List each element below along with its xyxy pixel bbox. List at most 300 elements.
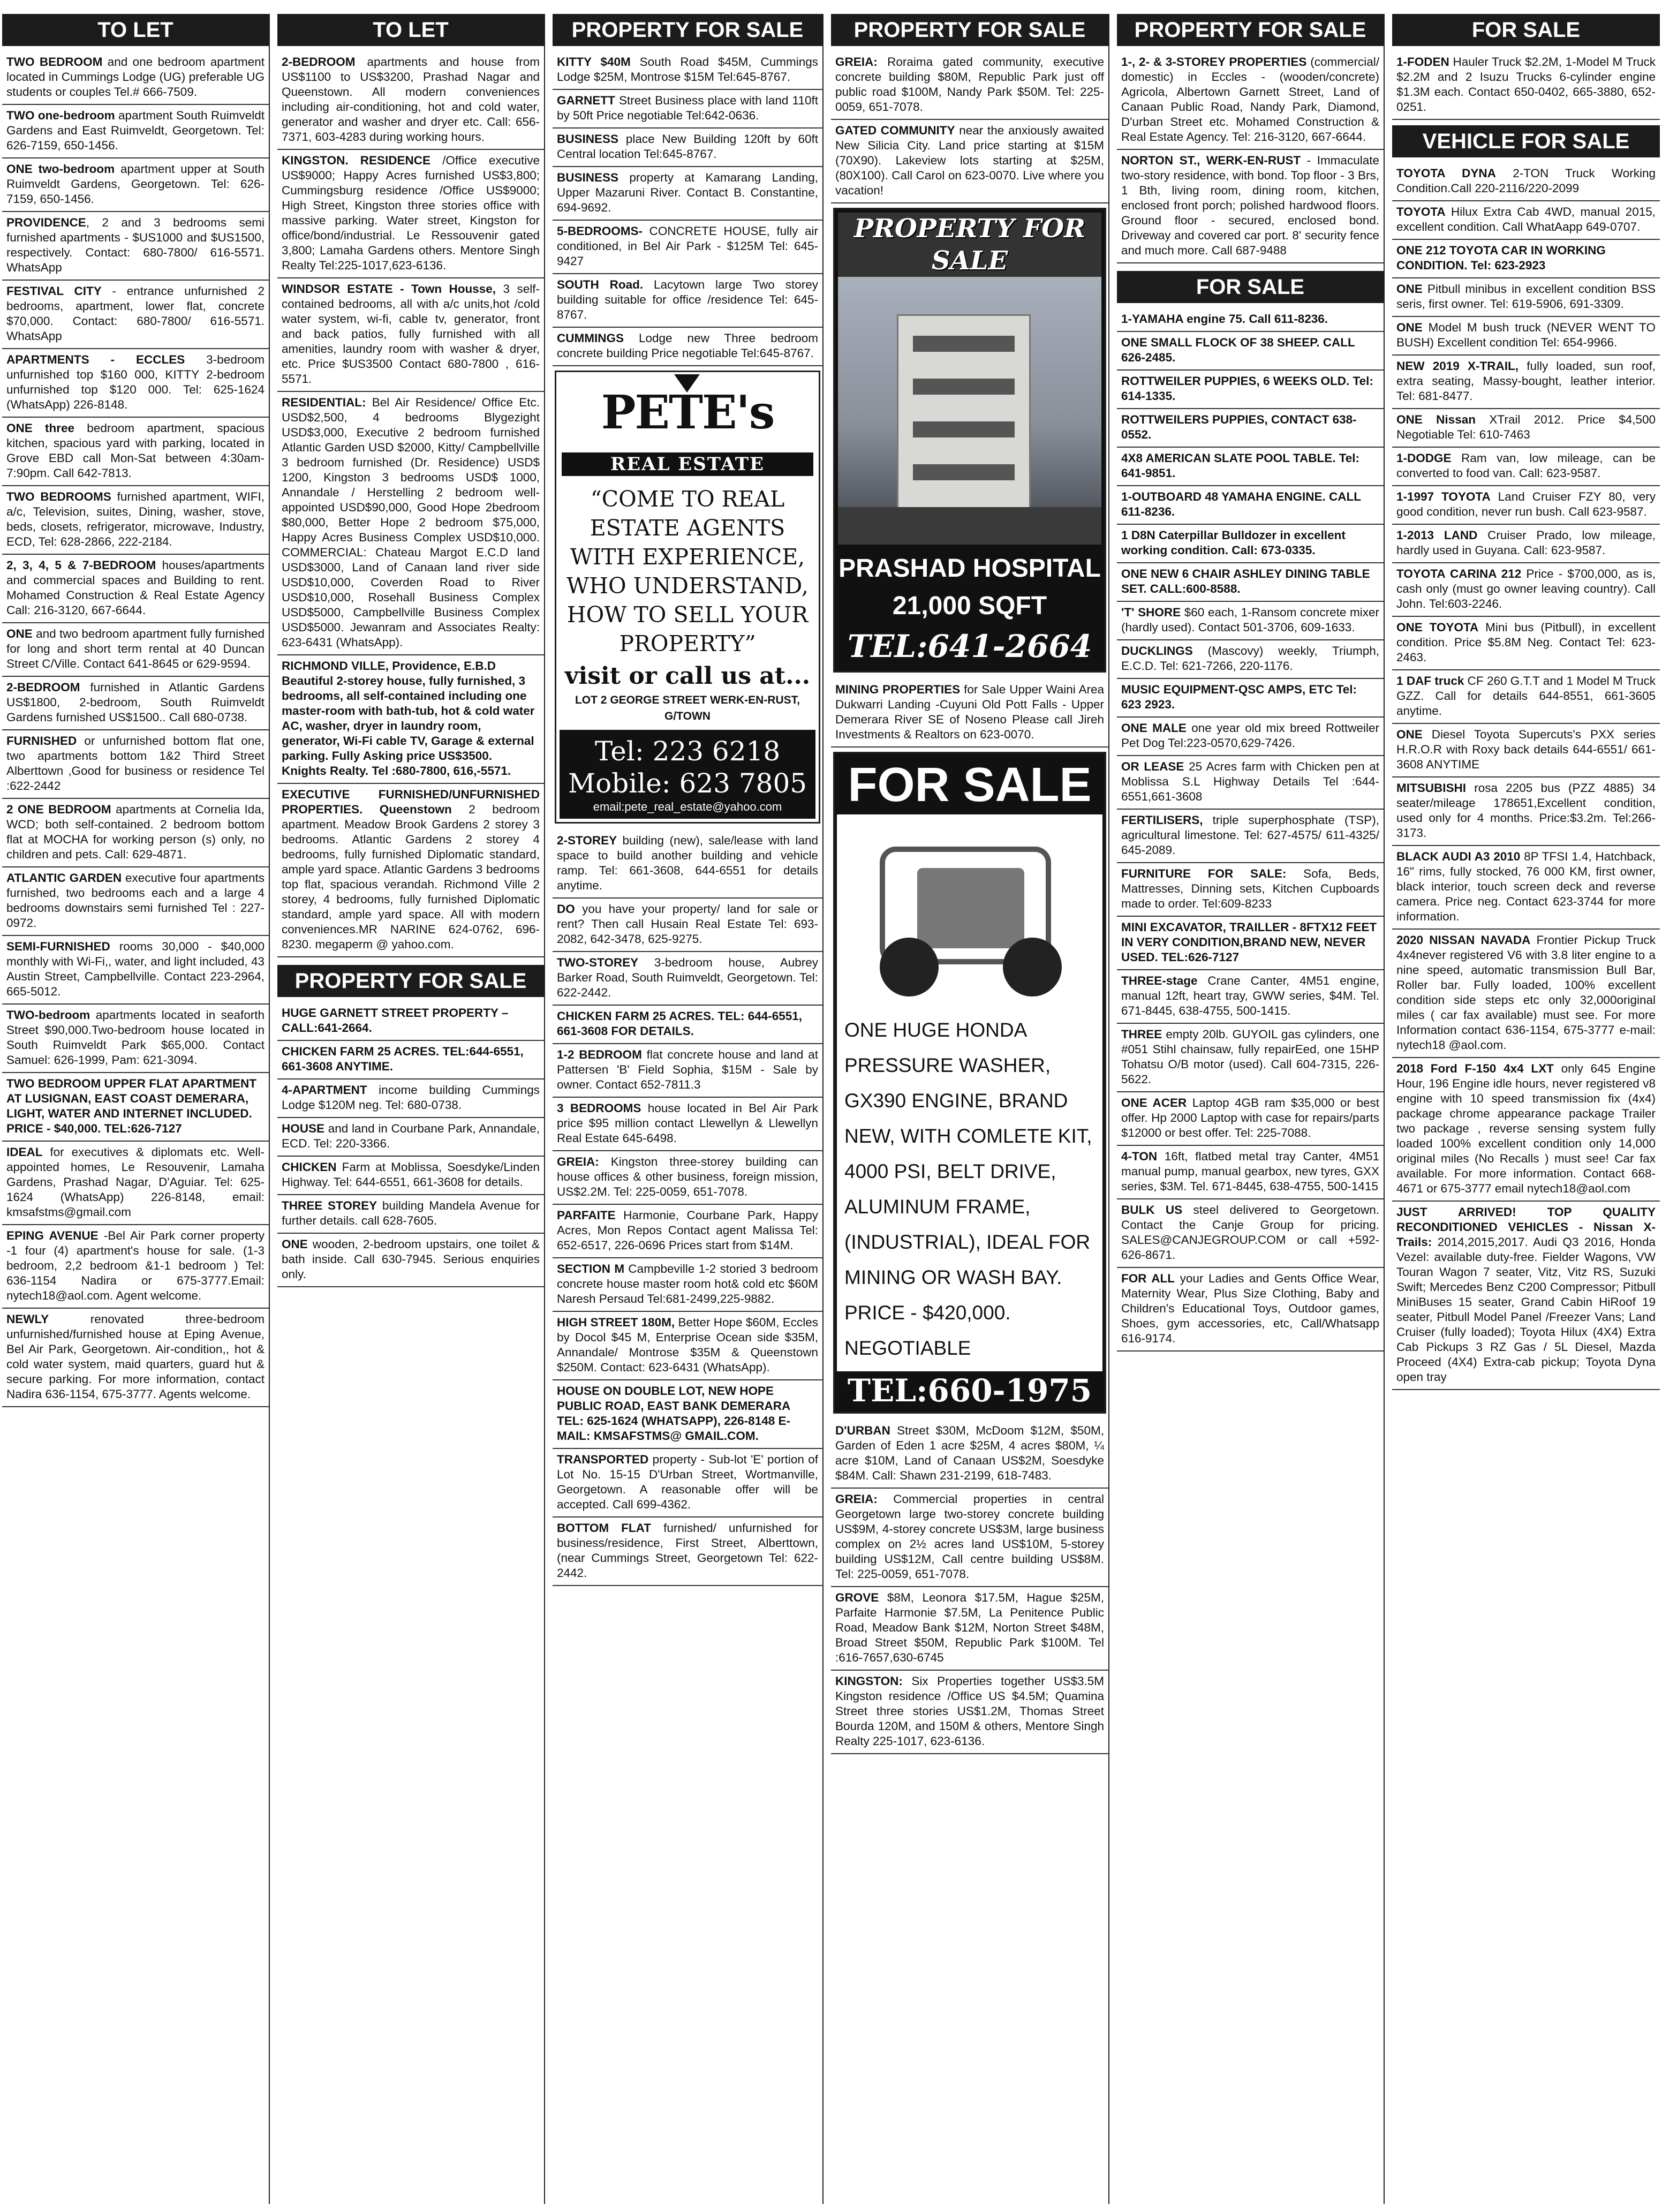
classified-ad xyxy=(1117,602,1384,640)
ad-list xyxy=(831,679,1108,748)
ad-headline: GATED COMMUNITY xyxy=(835,124,955,137)
classified-ad xyxy=(2,799,269,867)
classified-ad xyxy=(1117,1024,1384,1092)
ad-body: 2 bedroom apartment. Meadow Brook Gardens 2 storey 3 bedrooms. Atlantic Gardens 2 storey 4 bedrooms, fully furnished Diplomatic standard, ample yard space. Atlantic Gardens 3 bedrooms top flat, spacious verandah. Richmond Ville 2 storey, 4 bedrooms, fully furnished Diplomatic standard, ample yard space. All with modern conveniences.MR NARINE 624-0762, 696-8230. megaperm @ yahoo.com. xyxy=(282,803,540,951)
building-photo xyxy=(838,277,1101,545)
classified-ad xyxy=(2,555,269,623)
ad-body: Price - $700,000, as is, cash only (must go owner leaving country). Call John. Tel:603-2246. xyxy=(1396,567,1656,610)
ad-body: executive four apartments furnished, two bedrooms each and a large 4 bedrooms downstairs semi furnished Tel : 227-0972. xyxy=(6,871,265,930)
ad-headline: GREIA: xyxy=(835,1492,878,1506)
ad-headline: CUMMINGS xyxy=(557,331,624,345)
ad-body: fully loaded, sun roof, extra seating, Massy-bought, leather interior. Tel: 681-8477. xyxy=(1396,359,1656,403)
ad-headline: 1 DAF truck xyxy=(1396,674,1464,688)
ad-headline: PARFAITE xyxy=(557,1209,616,1222)
ad-headline: 1-YAMAHA engine 75. Call 611-8236. xyxy=(1121,312,1328,326)
ad-headline: NORTON ST., WERK-EN-RUST xyxy=(1121,154,1301,167)
ad-headline: ONE ACER xyxy=(1121,1096,1187,1109)
classified-ad xyxy=(277,1234,544,1287)
ad-headline: TOYOTA xyxy=(1396,205,1446,218)
classified-ad xyxy=(1117,917,1384,970)
ad-headline: HUGE GARNETT STREET PROPERTY – CALL:641-2664. xyxy=(282,1006,509,1035)
ad-headline: WINDSOR ESTATE - Town Housse, xyxy=(282,282,496,296)
ad-body: (Mascovy) weekly, Triumph, E.C.D. Tel: 621-7266, 220-1176. xyxy=(1121,644,1379,673)
classified-ad xyxy=(1117,863,1384,917)
ad-headline: 1-FODEN xyxy=(1396,55,1449,69)
ad-headline: FOR ALL xyxy=(1121,1272,1175,1285)
classified-ad xyxy=(277,1157,544,1195)
column-for-sale xyxy=(1392,14,1660,2204)
classified-ad xyxy=(1117,679,1384,718)
ad-headline: BOTTOM FLAT xyxy=(557,1521,651,1535)
classified-ad xyxy=(1117,525,1384,563)
ad-headline: THREE-stage xyxy=(1121,974,1198,987)
ad-headline: HOUSE xyxy=(282,1122,325,1135)
ad-headline: 2, 3, 4, 5 & 7-BEDROOM xyxy=(6,558,156,572)
washer-title: FOR SALE xyxy=(848,758,1092,812)
ad-body: 16ft, flatbed metal tray Canter, 4M51 manual pump, manual gearbox, new tyres, GXX series, $3M. Tel. 671-8445, 638-4755, 500-1415 xyxy=(1121,1150,1379,1193)
ad-body: $60 each, 1-Ransom concrete mixer (hardly used). Contact 501-3706, 609-1633. xyxy=(1121,606,1379,634)
classified-ad xyxy=(1392,1058,1660,1202)
classified-ad xyxy=(553,830,822,899)
pete-contact-block xyxy=(560,730,815,819)
ad-headline: MUSIC EQUIPMENT-QSC AMPS, ETC Tel: 623 2923. xyxy=(1121,683,1357,711)
classified-ad xyxy=(1392,51,1660,120)
ad-headline: RESIDENTIAL: xyxy=(282,396,366,409)
ad-body: 8P TFSI 1.4, Hatchback, 16" rims, fully stocked, 76 000 KM, first owner, black interior, touch screen deck and reverse camera. Price neg. Contact 623-3744 for more information. xyxy=(1396,850,1656,923)
ad-body: Campbeville 1-2 storied 3 bedroom concrete house master room hot& cold etc $60M Naresh Persaud Tel:681-2499,225-9882. xyxy=(557,1262,818,1305)
classified-ad xyxy=(1117,1146,1384,1199)
section-header: PROPERTY FOR SALE xyxy=(553,14,822,46)
building-windows xyxy=(913,336,1015,507)
ad-list xyxy=(553,830,822,1586)
ad-body: , 2 and 3 bedrooms semi furnished apartments - $US1000 and $US1500, respectively. Contact: 680-7800/ 616-5571. WhatsApp xyxy=(6,216,265,274)
classified-ad xyxy=(1392,317,1660,356)
ad-body: property at Kamarang Landing, Upper Mazaruni River. Contact B. Constantine, 694-9692. xyxy=(557,171,818,214)
ad-headline: ONE NEW 6 CHAIR ASHLEY DINING TABLE SET. CALL:600-8588. xyxy=(1121,567,1370,595)
classified-ad xyxy=(1392,409,1660,448)
ad-body: CONCRETE HOUSE, fully air conditioned, in Bel Air Park - $125M Tel: 645-9427 xyxy=(557,224,818,268)
ad-headline: FURNITURE FOR SALE: xyxy=(1121,867,1287,880)
classified-ad xyxy=(831,1671,1108,1754)
ad-body: Kingston three-storey building can house offices & other business, foreign mission, US$2.2M. Tel: 225-0059, 651-7078. xyxy=(557,1155,818,1198)
ad-body: and land in Courbane Park, Annandale, ECD. Tel: 220-3366. xyxy=(282,1122,540,1150)
ad-body: /Office executive US$9000; Happy Acres furnished US$3,800; Cummingsburg residence /Office US$9000; High Street, Kingston three stories office with massive parking. Water street, Kingston for office/bond/industrial. Le Ressouvenir gated 3,800; Lamaha Gardens others. Mentore Singh Realty Tel:225-1017,623-6136. xyxy=(282,154,540,272)
ad-body: Lodge new Three bedroom concrete building Price negotiable Tel:645-8767. xyxy=(557,331,818,360)
road xyxy=(838,507,1101,545)
ad-body: wooden, 2-bedroom upstairs, one toilet & bath inside. Call 630-7945. Serious enquiries only. xyxy=(282,1237,540,1281)
ad-headline: TWO BEDROOM UPPER FLAT APARTMENT AT LUSIGNAN, EAST COAST DEMERARA, LIGHT, WATER AND INTERNET INCLUDED. PRICE - $40,000. TEL:626-7127 xyxy=(6,1077,257,1135)
ad-headline: BLACK AUDI A3 2010 xyxy=(1396,850,1521,863)
ad-body: Six Properties together US$3.5M Kingston residence /Office US $4.5M; Quamina Street three stories US$1.2M, Thomas Street Bourda 120M, and 150M & others, Mentore Singh Realty 225-1017, 623-6136. xyxy=(835,1674,1104,1748)
ad-body: Cruiser Prado, low mileage, hardly used in Guyana. Call: 623-9587. xyxy=(1396,529,1656,557)
ad-headline: ROTTWEILERS PUPPIES, CONTACT 638-0552. xyxy=(1121,413,1357,441)
classified-ad xyxy=(553,129,822,167)
classified-ad xyxy=(553,1518,822,1586)
ad-headline: NEW 2019 X-TRAIL, xyxy=(1396,359,1519,373)
classified-ad xyxy=(2,1005,269,1073)
ad-body: Harmonie, Courbane Park, Happy Acres, Mon Repos Contact agent Malissa Tel: 652-6517, 226-0696 Prices start from $14M. xyxy=(557,1209,818,1252)
ad-headline: TWO one-bedroom xyxy=(6,109,115,122)
ad-headline: OR LEASE xyxy=(1121,760,1184,773)
ad-body: -Bel Air Park corner property -1 four (4) apartment's house for sale. (1-3 bedroom, 2,2 bedroom &1-1 bedroom ) Tel: 636-1154 Nadira or 675-3777.Email: nytech18@aol.com. Agent welcome. xyxy=(6,1229,265,1302)
ad-body: property - Sub-lot 'E' portion of Lot No. 15-15 D'Urban Street, Wortmanville, Georgetown. A reasonable offer will be accepted. Call 699-4362. xyxy=(557,1453,818,1511)
ad-headline: KINGSTON: xyxy=(835,1674,903,1688)
ad-body: - entrance unfurnished 2 bedrooms, apartment, lower flat, concrete $70,000. Contact: 680-7800/ 616-5571. WhatsApp xyxy=(6,284,265,343)
ad-headline: 1-OUTBOARD 48 YAMAHA ENGINE. CALL 611-8236. xyxy=(1121,490,1361,518)
column-property-sale-2 xyxy=(831,14,1109,2204)
section-header: PROPERTY FOR SALE xyxy=(1117,14,1384,46)
ad-headline: TWO-bedroom xyxy=(6,1008,90,1022)
ad-body: Farm at Moblissa, Soesdyke/Linden Highway. Tel: 644-6551, 661-3608 for details. xyxy=(282,1160,540,1189)
ad-headline: APARTMENTS - ECCLES xyxy=(6,353,185,366)
ad-body: near the anxiously awaited New Silicia City. Land price starting at $15M (70X90). Lakeview lots starting at $25M, (80X100). Call Carol on 623-0070. Live where you vacation! xyxy=(835,124,1105,197)
ad-headline: 2020 NISSAN NAVADA xyxy=(1396,933,1531,947)
ad-list xyxy=(2,51,269,1407)
ad-body: - Immaculate two-story residence, with bond. Top floor - 3 Brs, 1 Bth, living room, dining room, kitchen, enclosed front porch; polished hardwood floors. Ground floor - secured, enclosed bond. Driveway and covered car port. 8' security fence and much more. Call 687-9488 xyxy=(1121,154,1379,257)
ad-headline: ROTTWEILER PUPPIES, 6 WEEKS OLD. Tel: 614-1335. xyxy=(1121,374,1373,403)
ad-headline: EXECUTIVE FURNISHED/UNFURNISHED PROPERTIES. Queenstown xyxy=(282,788,540,816)
classified-ad xyxy=(1392,724,1660,777)
ad-body: Model M bush truck (NEVER WENT TO BUSH) Excellent condition Tel: 654-9966. xyxy=(1396,321,1656,349)
classified-ad xyxy=(831,1587,1108,1671)
ad-body: Frontier Pickup Truck 4x4never registered V6 with 3.8 liter engine to a nine speed, automatic transmission Bull Bar, Roller bar. Fully loaded, 100% excellent condition side steps etc only 32,000original miles ( car fax available) must see. For more Information contact 636-1154, 675-3777 e-mail: nytech18 @aol.com. xyxy=(1396,933,1656,1052)
classified-ad xyxy=(277,1195,544,1234)
ad-headline: 2-BEDROOM xyxy=(6,681,80,694)
washer-description: ONE HUGE HONDA PRESSURE WASHER, GX390 ENGINE, BRAND NEW, WITH COMLETE KIT, 4000 PSI, BELT DRIVE, ALUMINUM FRAME, (INDUSTRIAL), IDEAL FOR MINING OR WASH BAY. PRICE - $420,000. NEGOTIABLE xyxy=(837,1007,1102,1371)
classified-ad xyxy=(1392,240,1660,278)
section-header: PROPERTY FOR SALE xyxy=(277,965,544,997)
washer-engine xyxy=(917,868,1024,948)
pete-subtitle: REAL ESTATE xyxy=(562,452,813,476)
ad-headline: GREIA: xyxy=(835,55,878,69)
ad-headline: CHICKEN FARM 25 ACRES. TEL:644-6551, 661-3608 ANYTIME. xyxy=(282,1045,524,1073)
classified-ad xyxy=(2,1225,269,1309)
ad-headline: MINING PROPERTIES xyxy=(835,683,961,696)
classified-ad xyxy=(1117,1199,1384,1268)
ad-list xyxy=(831,1420,1108,1754)
ad-body: apartment South Ruimveldt Gardens and East Ruimveldt, Georgetown. Tel: 626-7159, 650-1456. xyxy=(6,109,265,152)
classified-ad xyxy=(277,1079,544,1118)
ad-headline: SECTION M xyxy=(557,1262,625,1275)
classified-ad xyxy=(2,212,269,281)
ad-body: renovated three-bedroom unfurnished/furnished house at Eping Avenue, Bel Air Park, Georgetown. Air-condition,, hot & cold water system, maid quarters, guard hut & secure parking. For more information, contact Nadira 636-1154, 675-3777. Agents welcome. xyxy=(6,1312,265,1401)
ad-body: Diesel Toyota Supercuts's PXX series H.R.O.R with Roxy back details 644-6551/ 661-3608 ANYTIME xyxy=(1396,728,1656,771)
ad-body: apartment upper at South Ruimveldt Gardens, Georgetown. Tel: 626-7159, 650-1456. xyxy=(6,162,265,206)
ad-body: furnished apartment, WIFI, a/c, Television, suites, Dining, washer, stove, beds, closets, refrigerator, microwave, Industry, ECD, Tel: 628-2866, 222-2184. xyxy=(6,490,265,548)
ad-headline: 2 ONE BEDROOM xyxy=(6,803,111,816)
ad-body: South Road $45M, Cummings Lodge $25M, Montrose $15M Tel:645-8767. xyxy=(557,55,819,84)
classified-ad xyxy=(1117,409,1384,448)
section-header: VEHICLE FOR SALE xyxy=(1392,125,1660,157)
classified-ad xyxy=(277,655,544,784)
classified-ad xyxy=(1117,51,1384,150)
ad-body: place New Building 120ft by 60ft Central location Tel:645-8767. xyxy=(557,132,818,161)
classified-ad xyxy=(2,1309,269,1407)
ad-body: triple superphosphate (TSP), agricultural limestone. Tel: 627-4575/ 611-4325/ 645-2089. xyxy=(1121,813,1379,857)
classified-ad xyxy=(831,1489,1108,1587)
classified-ad xyxy=(1117,448,1384,486)
classified-ad xyxy=(277,278,544,392)
classified-ad xyxy=(1117,640,1384,679)
ad-body: for Sale Upper Waini Area Dukwarri Landing -Cuyuni Old Pott Falls - Upper Demerara River SE of Noseno Please call Jireh Investments & Realtors on 623-0070. xyxy=(835,683,1104,741)
classified-ad xyxy=(831,1420,1108,1489)
ad-body: one year old mix breed Rottweiler Pet Dog Tel:223-0570,629-7426. xyxy=(1121,721,1379,750)
pete-email: email:pete_real_estate@yahoo.com xyxy=(593,800,782,813)
ad-body: Mini bus (Pitbull), in excellent condition. Price $5.8M Neg. Contact Tel: 623-2463. xyxy=(1396,621,1656,664)
classified-ad xyxy=(277,784,544,957)
ad-body: 2014,2015,2017. Audi Q3 2016, Honda Vezel: available duty-free. Fielder Wagons, VW Touran Wagon 7 seater, Vitz, Vitz RS, Suzuki Swift; Mercedes Benz C200 Compressor; Pitbull MiniBuses 15 seater, Grand Cabin HiRoof 19 seater, Pitbull Model Panel /Freezer Vans; Land Cruiser (fully loaded); Toyota Hilux (4X4) Extra Cab Pickups 3 RZ Gas / 5L Diesel, Mazda Proceed (4X4) Extra-cab pickup; Toyota Dyna open tray xyxy=(1396,1235,1656,1384)
ad-headline: KINGSTON. RESIDENCE xyxy=(282,154,431,167)
pete-real-estate-ad xyxy=(555,371,820,824)
ad-body: apartments located in seaforth Street $90,000.Two-bedroom house located in South Ruimveldt Park $65,000. Contact Samuel: 626-1999, Pam: 621-3094. xyxy=(6,1008,265,1067)
ad-body: Pitbull minibus in excellent condition BSS seris, first owner. Tel: 619-5906, 691-3309. xyxy=(1396,282,1656,311)
classified-ad xyxy=(1117,810,1384,863)
classified-ad xyxy=(1117,150,1384,263)
ad-headline: 2018 Ford F-150 4x4 LXT xyxy=(1396,1062,1554,1075)
ad-body: Better Hope $60M, Eccles by Docol $45 M, Enterprise Ocean side $35M, Annandale/ Montrose $35M & Queenstown $250M. Contact: 623-6431 (WhatsApp). xyxy=(557,1316,818,1374)
ad-headline: 4-TON xyxy=(1121,1150,1158,1163)
classified-ad xyxy=(1392,356,1660,409)
pete-mobile: Mobile: 623 7805 xyxy=(568,768,807,799)
ad-headline: NEWLY xyxy=(6,1312,49,1326)
ad-headline: THREE xyxy=(1121,1028,1162,1041)
ad-headline: ONE xyxy=(6,627,33,640)
classified-ad xyxy=(1392,525,1660,563)
ad-headline: 1 D8N Caterpillar Bulldozer in excellent working condition. Call: 673-0335. xyxy=(1121,529,1346,557)
classified-ad xyxy=(2,623,269,677)
ad-body: 3 self- contained bedrooms, all with a/c units,hot /cold water system, wi-fi, cable tv, generator, front and back patios, fully furnished with all amenities, laundry room with washer & dryer, etc. Price $US3500 Contact 680-7800 , 616-5571. xyxy=(282,282,540,386)
ad-body: 3-bedroom house, Aubrey Barker Road, South Ruimveldt, Georgetown. Tel: 622-2442. xyxy=(557,956,818,999)
classified-ad xyxy=(1392,670,1660,724)
pete-logo-area xyxy=(556,372,819,452)
ad-body: Land Cruiser FZY 80, very good condition, never run bush. Call 623-9587. xyxy=(1396,490,1656,518)
classified-ad xyxy=(277,150,544,278)
ad-body: CF 260 G.T.T and 1 Model M Truck GZZ. Call for details 644-8551, 661-3605 anytime. xyxy=(1396,674,1656,718)
classified-ad xyxy=(277,1041,544,1079)
wheel-icon xyxy=(880,938,939,996)
classified-ad xyxy=(553,899,822,952)
classified-ad xyxy=(553,90,822,129)
ad-headline: DO xyxy=(557,902,575,916)
classified-ad xyxy=(1392,777,1660,846)
ad-body: Sofa, Beds, Mattresses, Dinning sets, Kitchen Cupboards made to order. Tel:609-8233 xyxy=(1121,867,1379,910)
column-property-sale-3 xyxy=(1117,14,1385,2204)
section-header: TO LET xyxy=(277,14,544,46)
classified-ad xyxy=(553,1258,822,1312)
classified-ad xyxy=(277,51,544,150)
classified-ad xyxy=(1392,163,1660,201)
classified-ad xyxy=(831,679,1108,748)
classified-ad xyxy=(831,51,1108,120)
ad-body: 2-TON Truck Working Condition.Call 220-2116/220-2099 xyxy=(1396,167,1656,195)
ad-body: (commercial/ domestic) in Eccles - (wooden/concrete) Agricola, Albertown Garnett Street, Land of Canaan Public Road, Nandy Park, Diamond, D'urban Street etc. Mohamed Construction & Real Estate Agency. Tel: 216-3120, 667-6644. xyxy=(1121,55,1379,144)
classified-ad xyxy=(1392,563,1660,617)
ad-body: empty 20lb. GUYOIL gas cylinders, one #051 Stihl chainsaw, fully repairEed, one 15HP Tohatsu O/B motor (used). Call 604-7315, 226-5622. xyxy=(1121,1028,1379,1086)
ad-body: rooms 30,000 - $40,000 monthly with Wi-Fi,, water, and light included, 43 Austin Street, Campbellville. Contact 223-2964, 665-5012. xyxy=(6,940,265,998)
classified-ad xyxy=(2,867,269,936)
ad-list xyxy=(553,51,822,366)
ad-headline: 2-BEDROOM xyxy=(282,55,356,69)
wheel-icon xyxy=(1003,938,1062,996)
classified-ad xyxy=(553,952,822,1006)
ad-body: building (new), sale/lease with land space to build another building and vehicle ramp. Tel: 661-3608, 644-6551 for details anytime. xyxy=(557,834,818,892)
ad-headline: SEMI-FURNISHED xyxy=(6,940,110,953)
ad-headline: 3 BEDROOMS xyxy=(557,1101,641,1115)
ad-headline: SOUTH Road. xyxy=(557,278,644,291)
ad-list xyxy=(277,1002,544,1287)
classified-ad xyxy=(1392,1202,1660,1390)
ad-headline: JUST ARRIVED! TOP QUALITY RECONDITIONED VEHICLES - Nissan X-Trails: xyxy=(1396,1205,1656,1249)
section-header: FOR SALE xyxy=(1392,14,1660,46)
ad-headline: BUSINESS xyxy=(557,171,619,184)
ad-body: Bel Air Residence/ Office Etc. USD$2,500, 4 bedrooms Blygezight USD$3,000, Executive 2 bedroom furnished Atlantic Garden USD $2000, Kitty/ Campbellville 3 bedroom furnished (Dr. Residence) USD$ 1200, Kingston 3 bedrooms USD$ 1000, Annandale / Herstelling 2 bedroom well- appointed USD$90,000, Good Hope 2bedroom $80,000, Better Hope 2 bedroom $75,000, Happy Acres Business Complex USD$10,000. COMMERCIAL: Chateau Margot E.C.D land USD$3000, Land of Canaan land river side USD$10,000, Coverden Road to River USD$10,000, Rosehall Business Complex USD$5000, Campbellville Business Complex USD$5000. Jewanram and Associates Realty: 623-6431 (WhatsApp). xyxy=(282,396,540,649)
classified-ad xyxy=(2,349,269,418)
ad-body: or unfurnished bottom flat one, two apartments bottom 1&2 Third Street Alberttown ,Good for business or residence Tel :622-2442 xyxy=(6,734,265,792)
column-property-sale-1 xyxy=(553,14,824,2204)
ad-headline: TOYOTA CARINA 212 xyxy=(1396,567,1522,580)
ad-headline: CHICKEN FARM 25 ACRES. TEL: 644-6551, 661-3608 FOR DETAILS. xyxy=(557,1009,803,1038)
ad-headline: FERTILISERS, xyxy=(1121,813,1203,827)
ad-headline: RICHMOND VILLE, Providence, E.B.D Beautiful 2-storey house, fully furnished, 3 bedrooms, all self-contained including one master-room with bath-tub, hot & cold water AC, washer, dryer in laundry room, generator, Wi-Fi cable TV, Garage & external parking. Fully Asking price US$3500. Knights Realty. Tel :680-7800, 616,-5571. xyxy=(282,659,535,777)
ad-headline: FESTIVAL CITY xyxy=(6,284,102,298)
ad-body: and one bedroom apartment located in Cummings Lodge (UG) preferable UG students or couples Tel.# 666-7509. xyxy=(6,55,265,99)
classified-ad xyxy=(277,1118,544,1157)
classified-ad xyxy=(553,1151,822,1205)
ad-list xyxy=(1117,51,1384,263)
ad-headline: GARNETT xyxy=(557,94,615,107)
ad-headline: 1-2 BEDROOM xyxy=(557,1048,642,1061)
ad-list xyxy=(277,51,544,957)
ad-body: 3-bedroom unfurnished top $160 000, KITTY 2-bedroom unfurnished top $120 000. Tel: 625-1624 (WhatsApp) 226-8148. xyxy=(6,353,265,411)
classified-ad xyxy=(1392,278,1660,317)
ad-body: houses/apartments and commercial spaces and Building to rent. Mohamed Construction & Real Estate Agency Call: 216-3120, 667-6644. xyxy=(6,558,265,617)
ad-headline: 1-1997 TOYOTA xyxy=(1396,490,1491,503)
classified-ad xyxy=(1117,1268,1384,1352)
ad-headline: PROVIDENCE xyxy=(6,216,86,229)
ad-headline: THREE STOREY xyxy=(282,1199,377,1212)
washer-tel: TEL:660-1975 xyxy=(847,1372,1092,1409)
ad-headline: ONE MALE xyxy=(1121,721,1187,735)
ad-headline: CHICKEN xyxy=(282,1160,337,1174)
ad-headline: 1-2013 LAND xyxy=(1396,529,1478,542)
ad-headline: MITSUBISHI xyxy=(1396,781,1467,795)
ad-headline: ONE 212 TOYOTA CAR IN WORKING CONDITION. Tel: 623-2923 xyxy=(1396,244,1606,272)
classified-ad xyxy=(553,221,822,274)
ad-body: Roraima gated community, executive concrete building $80M, Republic Park just off public road $100M, Nandy Park $50M. Tel: 225-0059, 651-7078. xyxy=(835,55,1104,114)
classified-ad xyxy=(1117,970,1384,1024)
ad-body: Commercial properties in central Georgetown large two-storey concrete building US$9M, 4-storey concrete US$3M, large business complex on 2½ acres land US$10M, 5-storey building US$12M, Call centre building US$8M. Tel: 225-0059, 651-7078. xyxy=(835,1492,1104,1581)
classified-ad xyxy=(1392,617,1660,670)
ad-body: Ram van, low mileage, can be converted to food van. Call: 623-9587. xyxy=(1396,451,1656,480)
ad-headline: TWO BEDROOMS xyxy=(6,490,111,503)
pete-slogan: “COME TO REAL ESTATE AGENTS WITH EXPERIENCE, WHO UNDERSTAND, HOW TO SELL YOUR PROPERTY” xyxy=(566,486,809,656)
ad-body: steel delivered to Georgetown. Contact the Canje Group for pricing. SALES@CANJEGROUP.COM or call +592-626-8671. xyxy=(1121,1203,1380,1262)
prashad-name: PRASHAD HOSPITAL xyxy=(838,554,1101,583)
ad-headline: 2-STOREY xyxy=(557,834,617,847)
ad-body: apartments and house from US$1100 to US$3200, Prashad Nagar and Queenstown. All modern conveniences including air-conditioning, hot and cold water, generator and washer and dryer etc. Call: 656-7371, 603-4283 during working hours. xyxy=(282,55,540,144)
ad-headline: ATLANTIC GARDEN xyxy=(6,871,122,885)
classified-ad xyxy=(553,1205,822,1258)
pete-tel: Tel: 223 6218 xyxy=(594,736,781,767)
classified-ad xyxy=(553,1312,822,1380)
column-to-let-1 xyxy=(2,14,270,2204)
classified-ad xyxy=(553,51,822,90)
ad-body: furnished/ unfurnished for business/residence, First Street, Alberttown, (near Cummings Street, Georgetown Tel: 622-2442. xyxy=(557,1521,818,1580)
ad-headline: ONE TOYOTA xyxy=(1396,621,1479,634)
ad-headline: 5-BEDROOMS- xyxy=(557,224,643,238)
ad-headline: D'URBAN xyxy=(835,1424,890,1437)
ad-body: Street Business place with land 110ft by 50ft Price negotiable Tel:642-0636. xyxy=(557,94,818,122)
ad-headline: 1-DODGE xyxy=(1396,451,1452,465)
ad-headline: BUSINESS xyxy=(557,132,619,146)
ad-headline: KITTY $40M xyxy=(557,55,631,69)
ad-body: Crane Canter, 4M51 engine, manual 12ft, heart tray, GWW series, $4M. Tel. 671-8445, 638-4755, 500-1415. xyxy=(1121,974,1379,1017)
classified-ad xyxy=(2,486,269,555)
ad-body: you have your property/ land for sale or rent? Then call Husain Real Estate Tel: 693-2082, 642-3478, 625-9275. xyxy=(557,902,818,946)
classified-ad xyxy=(553,167,822,221)
classified-ad xyxy=(1117,756,1384,810)
classified-ad xyxy=(1392,846,1660,930)
ad-body: apartments at Cornelia Ida, WCD; both self-contained. 2 bedroom bottom flat at MOCHA for working person (s) only, no children and pets. Call: 629-4871. xyxy=(6,803,265,861)
ad-body: house located in Bel Air Park price $95 million contact Llewellyn & Llewellyn Real Estate 645-6498. xyxy=(557,1101,818,1145)
prashad-banner: PROPERTY FOR SALE xyxy=(838,213,1101,277)
ad-headline: ONE xyxy=(282,1237,308,1251)
ad-headline: 'T' SHORE xyxy=(1121,606,1181,619)
classified-ad xyxy=(1392,448,1660,486)
ad-body: Lacytown large Two storey building suitable for office /residence Tel: 645-8767. xyxy=(557,278,818,321)
classified-ad xyxy=(277,1002,544,1041)
classified-ad xyxy=(2,51,269,105)
classified-ad xyxy=(1117,718,1384,756)
ad-body: only 645 Engine Hour, 196 Engine idle hours, never registered v8 engine with 10 speed transmission fix (4x4) package chrome appearance package Trailer two package , reverse sensing system fully loaded 100% excellent condition only 14,000 original miles (No Recalls ) must see! Car fax available. For more information. Contact 668-4671 or 675-3777 email nytech18@aol.com xyxy=(1396,1062,1656,1195)
classified-ad xyxy=(2,936,269,1005)
ad-headline: 4X8 AMERICAN SLATE POOL TABLE. Tel: 641-9851. xyxy=(1121,451,1360,480)
classified-ad xyxy=(2,730,269,799)
ad-list xyxy=(1392,51,1660,120)
ad-headline: 1-, 2- & 3-STOREY PROPERTIES xyxy=(1121,55,1307,69)
ad-list xyxy=(1392,163,1660,1390)
ad-headline: ONE xyxy=(1396,728,1423,741)
ad-headline: TWO-STOREY xyxy=(557,956,639,969)
ad-body: furnished in Atlantic Gardens US$1800, 2-bedroom, South Ruimveldt Gardens furnished US$1500.. Call 680-0738. xyxy=(6,681,265,724)
ad-headline: BULK US xyxy=(1121,1203,1183,1217)
prashad-tel: TEL:641-2664 xyxy=(847,628,1092,665)
ad-headline: ONE two-bedroom xyxy=(6,162,115,176)
ad-headline: MINI EXCAVATOR, TRAILLER - 8FTX12 FEET IN VERY CONDITION,BRAND NEW, NEVER USED. TEL:626-7127 xyxy=(1121,920,1377,964)
pressure-washer-ad xyxy=(833,752,1106,1414)
classified-ad xyxy=(2,281,269,349)
column-to-let-2 xyxy=(277,14,545,2204)
classified-ad xyxy=(2,677,269,730)
classified-ad xyxy=(1392,201,1660,240)
ad-headline: FURNISHED xyxy=(6,734,77,748)
classified-ad xyxy=(1392,486,1660,525)
ad-body: rosa 2205 bus (PZZ 4885) 34 seater/mileage 178651,Excellent condition, used only for 4 months. Price:$3.2m. Tel:266-3173. xyxy=(1396,781,1656,840)
section-header: PROPERTY FOR SALE xyxy=(831,14,1108,46)
ad-headline: TRANSPORTED xyxy=(557,1453,649,1466)
pete-logo: PETE's xyxy=(601,386,774,440)
ad-body: flat concrete house and land at Pattersen 'B' Field Sophia, $15M - Sale by owner. Contact 652-7811.3 xyxy=(557,1048,818,1091)
ad-body: bedroom apartment, spacious kitchen, spacious yard with parking, located in Grove EBD call Mon-Sat between 4:30am-7:90pm. Call 642-7813. xyxy=(6,421,265,480)
classified-ad xyxy=(553,1006,822,1044)
classified-ad xyxy=(1117,332,1384,371)
ad-headline: DUCKLINGS xyxy=(1121,644,1193,658)
classified-ad xyxy=(1117,308,1384,332)
ad-body: your Ladies and Gents Office Wear, Maternity Wear, Plus Size Clothing, Baby and Children's Educational Toys, Outdoor games, Shoes, gym accessories, etc, Call/Whatsapp 616-9174. xyxy=(1121,1272,1379,1345)
ad-body: 25 Acres farm with Chicken pen at Moblissa S.L Highway Details Tel :644-6551,661-3608 xyxy=(1121,760,1379,803)
ad-headline: HOUSE ON DOUBLE LOT, NEW HOPE PUBLIC ROAD, EAST BANK DEMERARA TEL: 625-1624 (WHATSAPP), 226-8148 E-MAIL: KMSAFSTMS@ GMAIL.COM. xyxy=(557,1384,790,1443)
classified-ad xyxy=(1117,563,1384,602)
